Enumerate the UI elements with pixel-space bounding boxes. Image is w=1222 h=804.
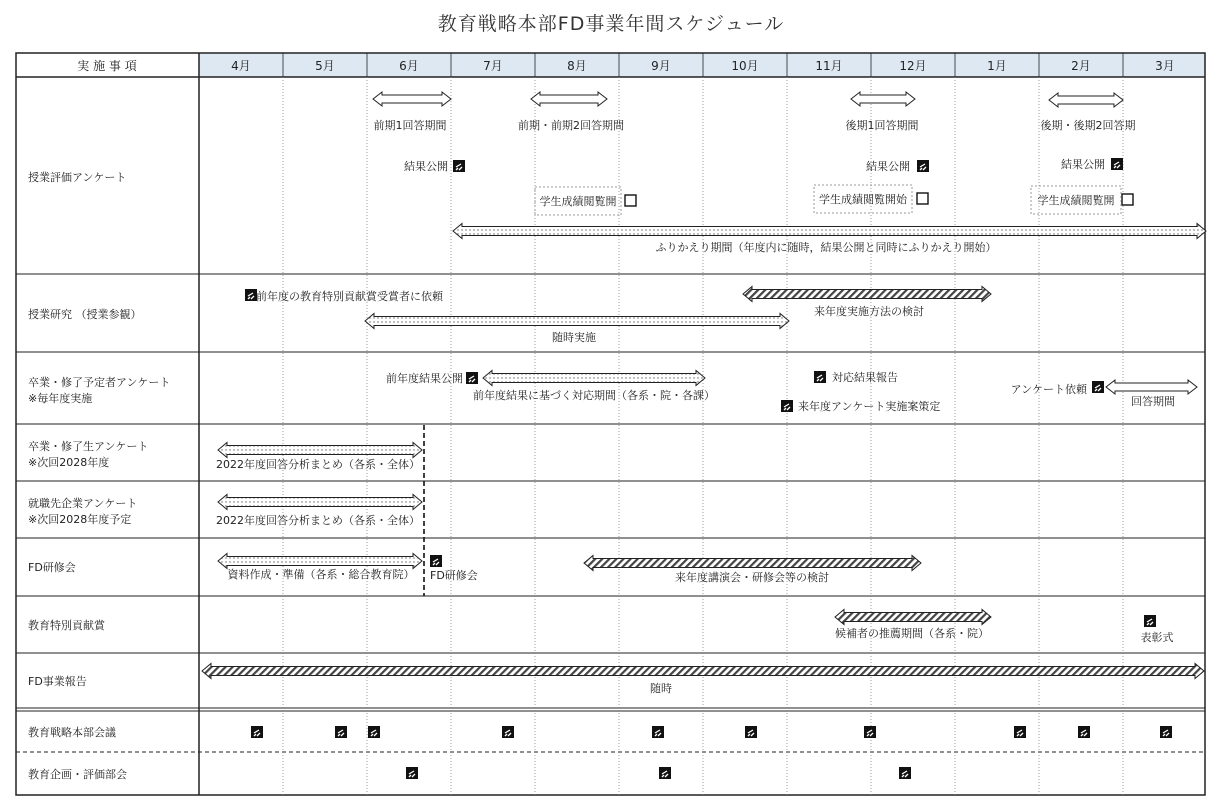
result-report-marker <box>814 371 826 383</box>
row-label-class-study: 授業研究 （授業参観） <box>28 308 142 321</box>
next-method-arrow <box>743 287 991 302</box>
label-grade-view-3: 学生成績閲覧開 <box>1037 194 1115 207</box>
hq-meeting-marker <box>502 726 514 738</box>
month-label-jul: 7月 <box>483 59 503 73</box>
hq-meeting-marker <box>368 726 380 738</box>
label-materials: 資料作成・準備（各系・総合教育院） <box>227 568 415 581</box>
label-q4-period: 後期・後期2回答期 <box>1040 119 1136 132</box>
month-label-feb: 2月 <box>1071 59 1091 73</box>
planning-meeting-marker <box>406 767 418 779</box>
row-note-grad-expected: ※毎年度実施 <box>28 392 93 405</box>
row-note-employers: ※次回2028年度予定 <box>28 513 132 526</box>
next-lecture-arrow <box>584 556 921 571</box>
month-label-may: 5月 <box>315 59 335 73</box>
result-pub-marker-3 <box>1111 158 1123 170</box>
label-analysis-1: 2022年度回答分析まとめ（各系・全体） <box>216 458 420 471</box>
label-anytime-1: 随時実施 <box>552 331 596 344</box>
anytime-arrow <box>365 314 789 329</box>
label-reflection-period: ふりかえり期間（年度内に随時，結果公開と同時にふりかえり開始） <box>655 241 997 254</box>
row-label-hq-meeting: 教育戦略本部会議 <box>28 726 116 739</box>
result-pub-marker-2 <box>917 160 929 172</box>
label-next-lecture: 来年度講演会・研修会等の検討 <box>675 571 829 584</box>
label-result-pub-3: 結果公開 <box>1061 158 1105 171</box>
month-label-apr: 4月 <box>231 59 251 73</box>
month-label-oct: 10月 <box>731 59 759 73</box>
hq-meeting-marker <box>864 726 876 738</box>
label-result-pub-2: 結果公開 <box>866 160 910 173</box>
month-label-aug: 8月 <box>567 59 587 73</box>
label-ceremony: 表彰式 <box>1140 631 1174 644</box>
label-q1-period: 前期1回答期間 <box>373 119 447 132</box>
row-label-class-eval: 授業評価アンケート <box>28 171 127 184</box>
period-arrow-q1 <box>373 92 451 106</box>
item-column-header: 実 施 事 項 <box>77 59 137 73</box>
grade-view-marker-3 <box>1122 194 1133 205</box>
next-plan-marker <box>781 400 793 412</box>
label-prev-year-pub: 前年度結果公開 <box>386 372 463 385</box>
month-label-sep: 9月 <box>651 59 671 73</box>
label-fd-event: FD研修会 <box>430 569 478 582</box>
label-survey-request: アンケート依頼 <box>1010 383 1087 396</box>
fd-event-marker <box>430 555 442 567</box>
survey-request-marker <box>1092 381 1104 393</box>
analysis-arrow-1 <box>218 443 422 458</box>
row-label-grad-expected: 卒業・修了予定者アンケート <box>28 376 171 389</box>
hq-meeting-marker <box>652 726 664 738</box>
row-label-planning: 教育企画・評価部会 <box>28 768 127 781</box>
row-label-fd-report: FD事業報告 <box>28 675 87 688</box>
label-result-pub-1: 結果公開 <box>404 160 448 173</box>
planning-meeting-marker <box>659 767 671 779</box>
page-title: 教育戦略本部FD事業年間スケジュール <box>437 13 785 35</box>
prev-pub-marker <box>466 372 478 384</box>
label-anytime-2: 随時 <box>650 682 672 695</box>
month-header-band <box>199 53 1205 77</box>
month-label-jun: 6月 <box>399 59 419 73</box>
reflection-arrow <box>453 224 1206 239</box>
answer-period-arrow <box>1106 380 1197 394</box>
hq-meeting-marker <box>1014 726 1026 738</box>
period-arrow-q2 <box>531 92 607 106</box>
response-arrow <box>483 371 705 386</box>
label-nominee-period: 候補者の推薦期間（各系・院） <box>835 627 989 640</box>
period-arrow-q4 <box>1049 93 1123 107</box>
row-label-award: 教育特別貢献賞 <box>28 619 105 632</box>
hq-meeting-marker <box>251 726 263 738</box>
hq-meeting-marker <box>335 726 347 738</box>
hq-meeting-marker <box>1078 726 1090 738</box>
row-label-fd-training: FD研修会 <box>28 561 76 574</box>
label-award-request: 前年度の教育特別貢献賞受賞者に依頼 <box>256 290 443 303</box>
month-label-jan: 1月 <box>987 59 1007 73</box>
result-pub-marker-1 <box>453 160 465 172</box>
row-label-employers: 就職先企業アンケート <box>28 497 138 510</box>
materials-arrow <box>218 554 422 569</box>
analysis-arrow-2 <box>218 495 422 510</box>
label-next-plan: 来年度アンケート実施案策定 <box>798 400 941 413</box>
ceremony-marker <box>1144 615 1156 627</box>
nominee-arrow <box>835 610 991 625</box>
label-answer-period: 回答期間 <box>1131 395 1175 408</box>
hq-meeting-marker <box>745 726 757 738</box>
label-grade-view-2: 学生成績閲覧開始 <box>819 193 907 206</box>
label-grade-view-1: 学生成績閲覧開 <box>539 195 617 208</box>
period-arrow-q3 <box>851 92 915 106</box>
label-q2-period: 前期・前期2回答期間 <box>518 119 624 132</box>
month-label-mar: 3月 <box>1155 59 1175 73</box>
row-label-graduates: 卒業・修了生アンケート <box>28 440 149 453</box>
row-note-graduates: ※次回2028年度 <box>28 456 110 469</box>
grade-view-marker-1 <box>625 195 636 206</box>
label-response-period: 前年度結果に基づく対応期間（各系・院・各課） <box>473 389 715 402</box>
label-q3-period: 後期1回答期間 <box>845 119 919 132</box>
label-next-method: 来年度実施方法の検討 <box>814 305 924 318</box>
month-label-nov: 11月 <box>815 59 843 73</box>
label-analysis-2: 2022年度回答分析まとめ（各系・全体） <box>216 514 420 527</box>
month-label-dec: 12月 <box>899 59 927 73</box>
planning-meeting-marker <box>899 767 911 779</box>
label-result-report: 対応結果報告 <box>832 371 898 384</box>
hq-meeting-marker <box>1160 726 1172 738</box>
grade-view-marker-2 <box>917 193 928 204</box>
